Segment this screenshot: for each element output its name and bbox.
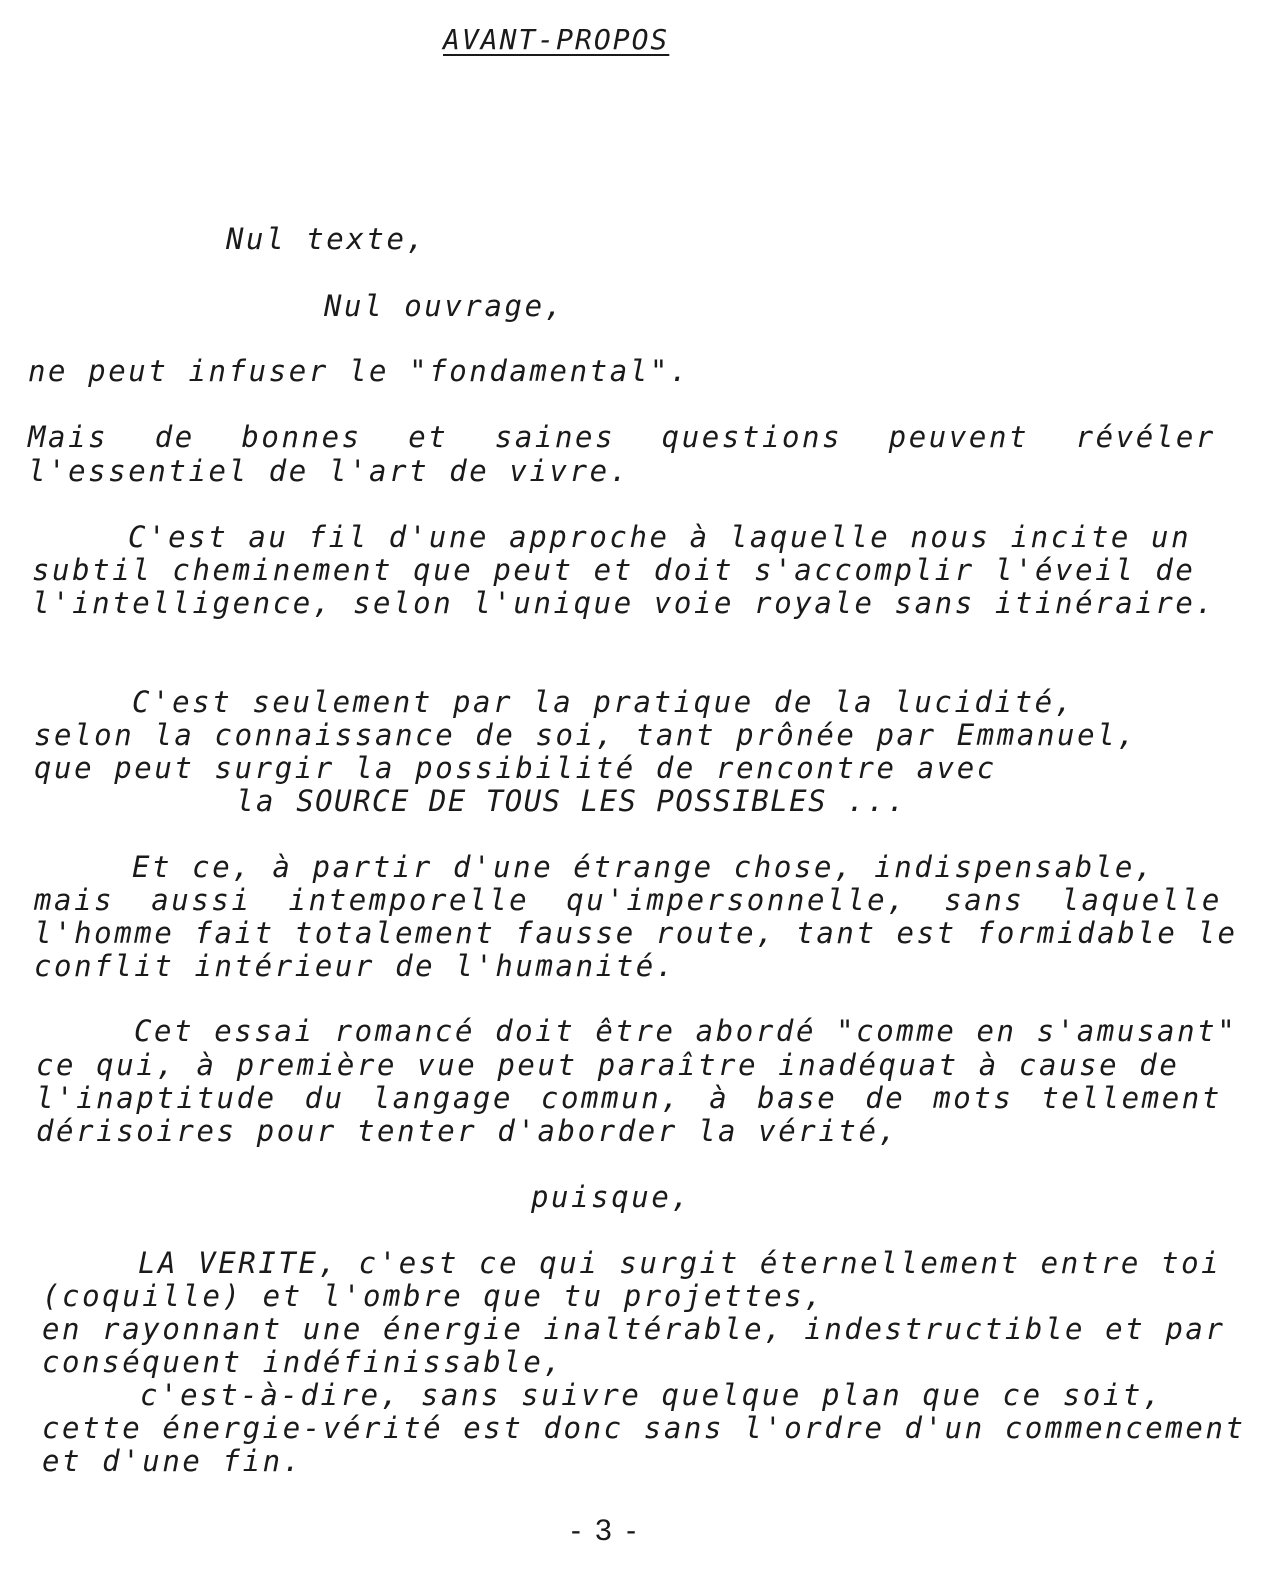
paragraph-4-line-2: [34, 884, 1222, 916]
paragraph-1-word: questions: [661, 420, 843, 454]
source-emphasis: SOURCE DE TOUS LES POSSIBLES: [296, 784, 828, 818]
paragraph-2-line-3: l'intelligence, selon l'unique voie royale sans itinéraire.: [32, 586, 1216, 620]
paragraph-5-word: du: [304, 1081, 345, 1115]
paragraph-5-word: langage: [372, 1081, 514, 1115]
paragraph-1-word: Mais: [28, 420, 109, 454]
paragraph-5-word: l'inaptitude: [36, 1081, 277, 1115]
paragraph-3-line-4: [236, 785, 907, 817]
paragraph-4-line-3: l'homme fait totalement fausse route, tant est formidable le: [34, 916, 1238, 950]
poem-line-2: Nul ouvrage,: [324, 289, 565, 323]
paragraph-5-word: commun,: [540, 1081, 682, 1115]
page-number: - 3 -: [570, 1514, 640, 1547]
paragraph-3-line-2: selon la connaissance de soi, tant prônée par Emmanuel,: [34, 718, 1138, 752]
paragraph-2-line-1: C'est au fil d'une approche à laquelle nous incite un: [128, 520, 1192, 554]
paragraph-5-word: base: [757, 1081, 838, 1115]
paragraph-5-word: de: [865, 1081, 906, 1115]
paragraph-6-line-5: c'est-à-dire, sans suivre quelque plan que ce soit,: [140, 1378, 1164, 1412]
paragraph-1-word: révéler: [1075, 420, 1216, 454]
paragraph-6-line-1: LA VERITE, c'est ce qui surgit éternellement entre toi: [138, 1246, 1222, 1280]
paragraph-2-line-2: subtil cheminement que peut et doit s'accomplir l'éveil de: [32, 553, 1196, 587]
poem-line-3: ne peut infuser le "fondamental".: [28, 354, 690, 388]
paragraph-3-line-4-prefix: la: [236, 784, 297, 818]
paragraph-5-line-4: dérisoires pour tenter d'aborder la vérité,: [36, 1114, 899, 1148]
paragraph-1-line-2: l'essentiel de l'art de vivre.: [28, 454, 630, 488]
paragraph-5-line-1: Cet essai romancé doit être abordé "comme en s'amusant": [134, 1014, 1238, 1048]
paragraph-1-word: et: [408, 420, 449, 454]
paragraph-6-line-7: et d'une fin.: [42, 1444, 303, 1478]
paragraph-5-line-3: [36, 1082, 1222, 1114]
paragraph-6-line-2: (coquille) et l'ombre que tu projettes,: [42, 1279, 825, 1313]
paragraph-4-word: intemporelle: [288, 883, 530, 917]
paragraph-1-word: saines: [494, 420, 616, 454]
paragraph-1-word: de: [154, 420, 195, 454]
paragraph-4-line-1: Et ce, à partir d'une étrange chose, indispensable,: [132, 850, 1156, 884]
paragraph-3-line-4-suffix: ...: [827, 784, 908, 818]
paragraph-4-word: aussi: [151, 883, 252, 917]
paragraph-6-line-3: en rayonnant une énergie inaltérable, indestructible et par: [42, 1312, 1226, 1346]
paragraph-3-line-3: que peut surgir la possibilité de rencontre avec: [34, 751, 997, 785]
paragraph-5-word: à: [709, 1081, 730, 1115]
paragraph-5-word: mots: [933, 1081, 1014, 1115]
paragraph-1-word: peuvent: [888, 420, 1030, 454]
paragraph-4-word: mais: [34, 883, 115, 917]
paragraph-4-word: qu'impersonnelle,: [566, 883, 908, 917]
paragraph-5-line-2: ce qui, à première vue peut paraître inadéquat à cause de: [36, 1048, 1180, 1082]
paragraph-5-word: tellement: [1041, 1081, 1222, 1115]
paragraph-4-word: sans: [944, 883, 1025, 917]
poem-line-1: Nul texte,: [226, 222, 427, 256]
paragraph-4-line-4: conflit intérieur de l'humanité.: [34, 949, 676, 983]
page-title: AVANT-PROPOS: [443, 23, 670, 56]
paragraph-6-line-6: cette énergie-vérité est donc sans l'ordre d'un commencement: [42, 1411, 1246, 1445]
paragraph-4-word: laquelle: [1061, 883, 1222, 917]
paragraph-1-line-1: [28, 421, 1216, 453]
paragraph-3-line-1: C'est seulement par la pratique de la lucidité,: [132, 685, 1075, 719]
transition-word: puisque,: [531, 1180, 692, 1214]
paragraph-1-word: bonnes: [241, 420, 362, 454]
paragraph-6-line-4: conséquent indéfinissable,: [42, 1345, 564, 1379]
